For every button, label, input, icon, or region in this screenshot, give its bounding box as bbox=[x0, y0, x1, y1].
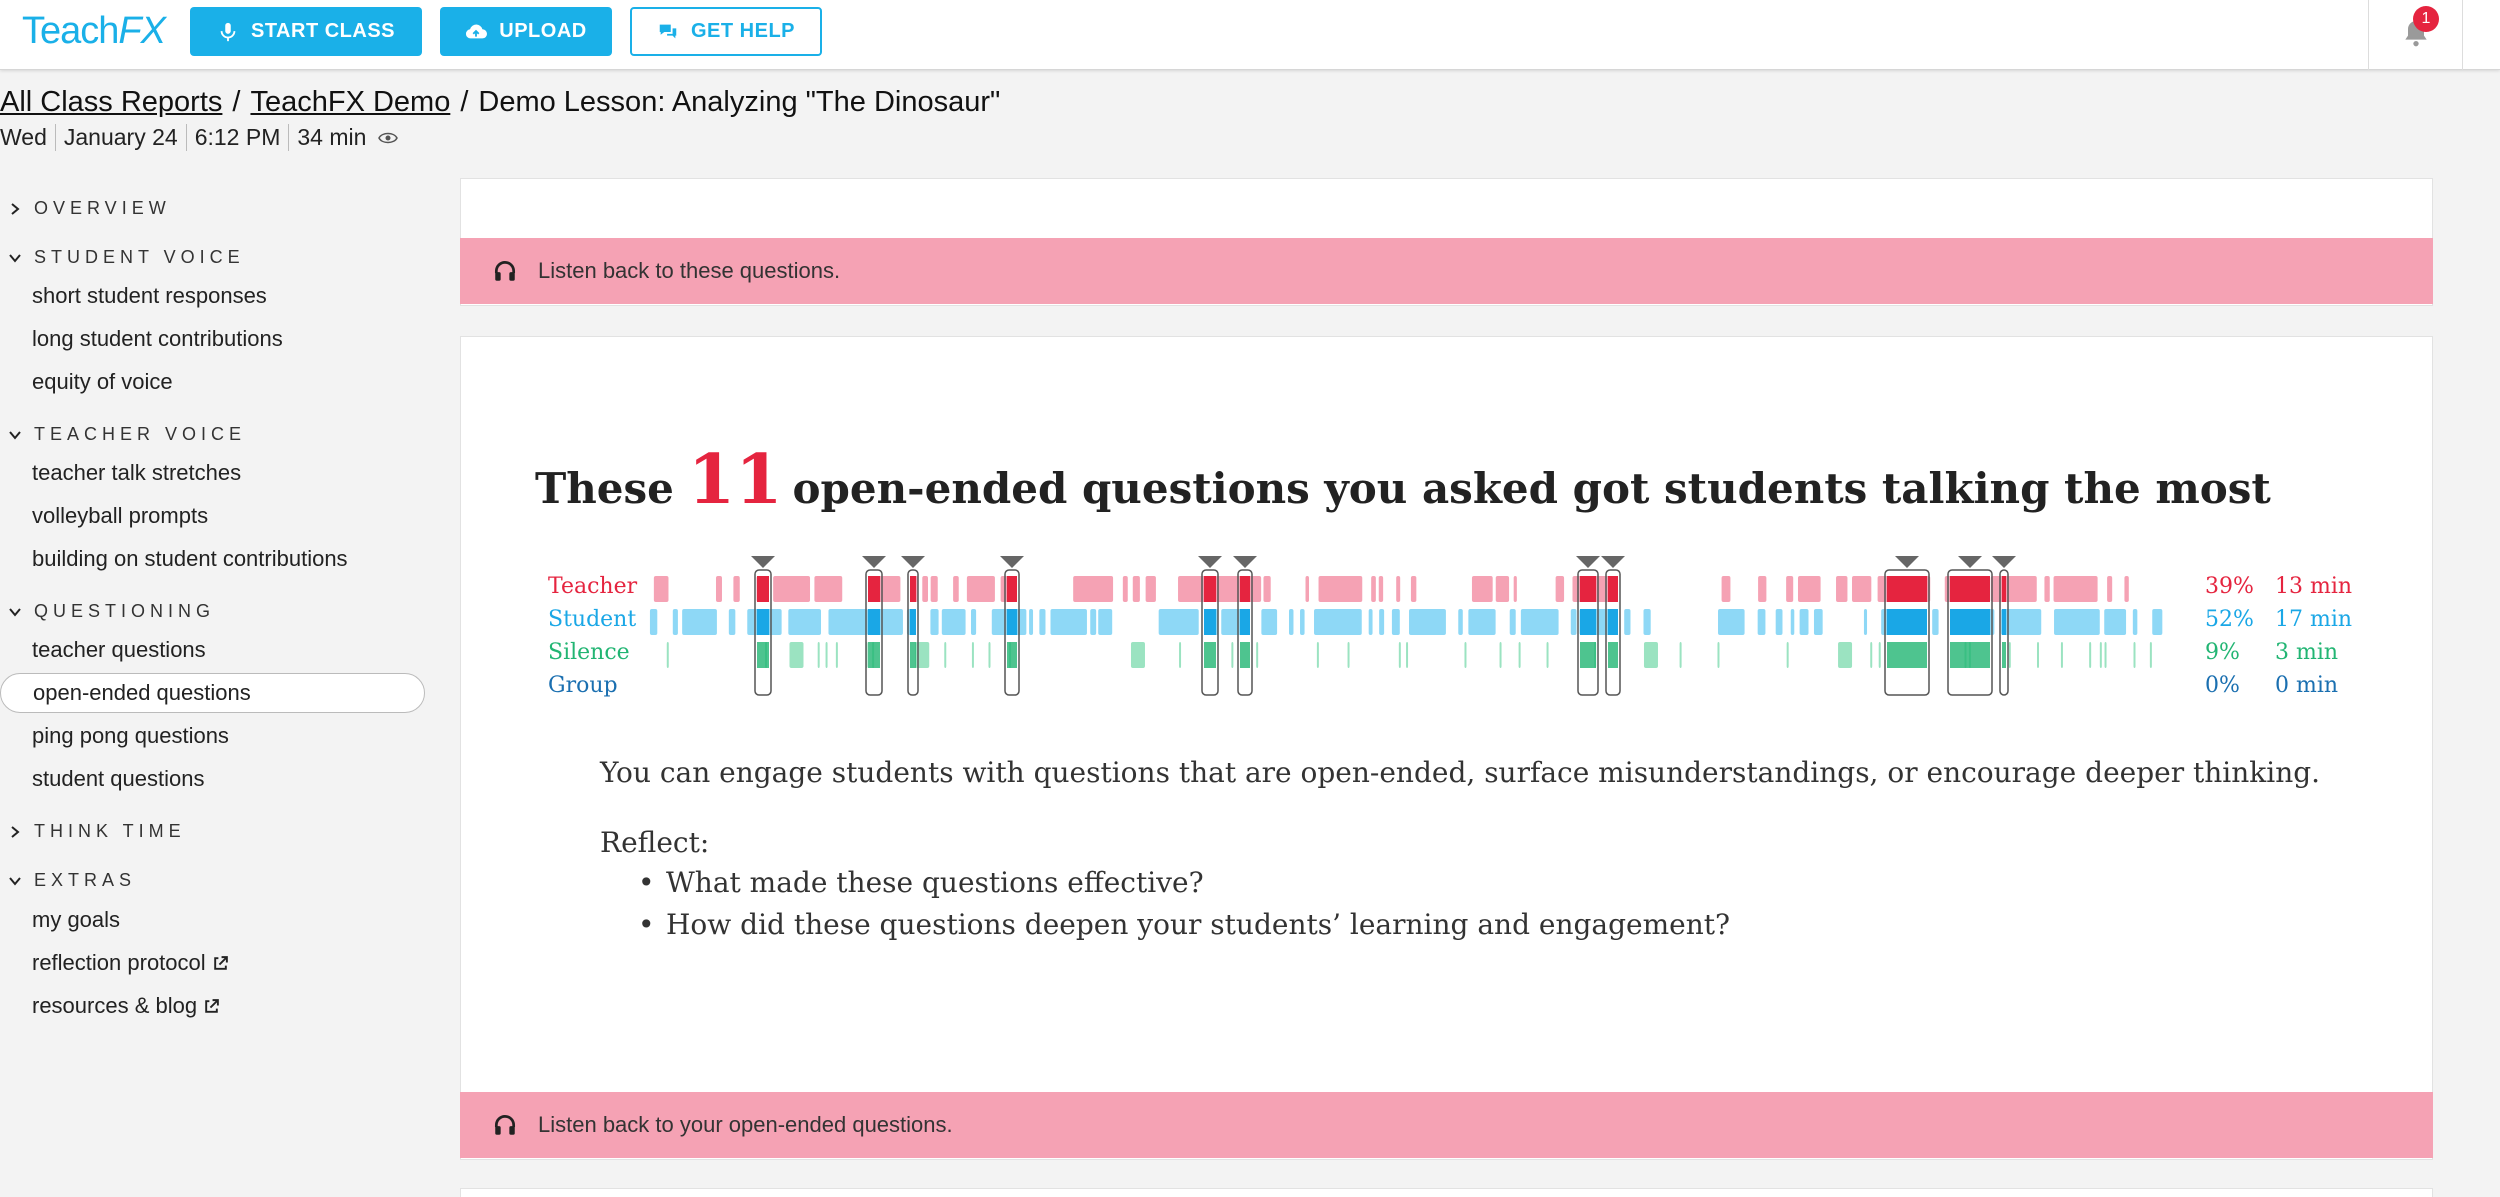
sidebar-item-ping-pong-questions[interactable]: ping pong questions bbox=[32, 723, 229, 748]
timeline-segment bbox=[814, 576, 842, 602]
timeline-segment bbox=[1319, 576, 1363, 602]
student-minutes: 17 min bbox=[2275, 607, 2353, 632]
timeline-segment bbox=[673, 609, 678, 635]
timeline-segment bbox=[1624, 609, 1630, 635]
timeline-segment bbox=[1800, 609, 1809, 635]
timeline-segment bbox=[2009, 642, 2011, 668]
section-teacher-voice[interactable]: TEACHER VOICE bbox=[8, 424, 246, 445]
timeline-segment bbox=[1123, 576, 1128, 602]
chevron-down-icon bbox=[8, 605, 22, 619]
teacher-minutes: 13 min bbox=[2275, 574, 2353, 599]
question-segment bbox=[1608, 576, 1618, 602]
timeline-segment bbox=[2133, 642, 2135, 668]
timeline-label-group: Group bbox=[548, 673, 618, 698]
timeline-segment bbox=[1879, 642, 1881, 668]
timeline-segment bbox=[1468, 609, 1495, 635]
question-segment bbox=[1240, 576, 1250, 602]
timeline-segment bbox=[1051, 609, 1087, 635]
question-segment bbox=[1204, 642, 1216, 668]
silence-percent: 9% bbox=[2205, 640, 2240, 665]
meta-day: Wed bbox=[0, 124, 47, 150]
timeline-segment bbox=[2152, 609, 2162, 635]
timeline-segment bbox=[1029, 609, 1033, 635]
chevron-down-icon bbox=[8, 874, 22, 888]
question-segment bbox=[910, 576, 916, 602]
timeline-segment bbox=[733, 576, 739, 602]
timeline-segment bbox=[788, 609, 821, 635]
timeline-segment bbox=[2061, 642, 2063, 668]
timeline-segment bbox=[1787, 642, 1789, 668]
timeline-segment bbox=[1131, 642, 1145, 668]
timeline-segment bbox=[1159, 609, 1199, 635]
section-extras[interactable]: EXTRAS bbox=[8, 870, 136, 891]
sidebar-item-student-questions[interactable]: student questions bbox=[32, 766, 205, 791]
timeline-segment bbox=[1514, 576, 1517, 602]
sidebar-item-resources-blog[interactable]: resources & blog bbox=[0, 986, 425, 1026]
lesson-meta bbox=[0, 124, 398, 151]
timeline-segment bbox=[1870, 642, 1872, 668]
question-marker-icon[interactable] bbox=[751, 556, 775, 568]
timeline-segment bbox=[1836, 576, 1847, 602]
timeline-segment bbox=[2124, 576, 2128, 602]
timeline-segment bbox=[828, 609, 868, 635]
timeline-segment bbox=[1519, 642, 1521, 668]
question-marker-icon[interactable] bbox=[1601, 556, 1625, 568]
question-segment bbox=[1580, 642, 1596, 668]
timeline-segment bbox=[972, 642, 974, 668]
timeline-segment bbox=[1146, 576, 1156, 602]
section-think-time[interactable]: THINK TIME bbox=[8, 821, 186, 842]
question-segment bbox=[1007, 576, 1017, 602]
timeline-segment bbox=[931, 576, 938, 602]
timeline-bars[interactable] bbox=[640, 550, 2200, 710]
headphones-icon bbox=[492, 258, 518, 284]
question-segment bbox=[1887, 609, 1927, 635]
divider bbox=[2462, 0, 2463, 70]
timeline-segment bbox=[942, 609, 966, 635]
teacher-percent: 39% bbox=[2205, 574, 2254, 599]
timeline-segment bbox=[1458, 609, 1463, 635]
timeline-segment bbox=[1317, 642, 1319, 668]
question-segment bbox=[1950, 642, 1990, 668]
question-segment bbox=[1608, 609, 1618, 635]
timeline-segment bbox=[1556, 576, 1564, 602]
timeline-segment bbox=[1406, 642, 1408, 668]
timeline-segment bbox=[1852, 576, 1871, 602]
timeline-segment bbox=[1179, 642, 1181, 668]
timeline-segment bbox=[922, 576, 928, 602]
timeline-segment bbox=[1722, 576, 1731, 602]
timeline-segment bbox=[2100, 642, 2102, 668]
timeline-segment bbox=[1348, 642, 1350, 668]
question-segment bbox=[2002, 576, 2006, 602]
timeline-label-silence: Silence bbox=[548, 640, 630, 665]
question-marker-icon[interactable] bbox=[1000, 556, 1024, 568]
question-segment bbox=[1204, 609, 1216, 635]
silence-minutes: 3 min bbox=[2275, 640, 2339, 665]
sidebar-item-volleyball-prompts[interactable]: volleyball prompts bbox=[32, 503, 209, 528]
panel-intro-text: You can engage students with questions that are open-ended, surface misunderstandings, or encourage deeper thinking. bbox=[600, 756, 2321, 789]
timeline-segment bbox=[1379, 576, 1383, 602]
timeline-segment bbox=[1758, 609, 1766, 635]
timeline-segment bbox=[716, 576, 722, 602]
timeline-segment bbox=[2037, 642, 2039, 668]
timeline-segment bbox=[2133, 609, 2137, 635]
timeline-segment bbox=[1073, 576, 1113, 602]
listen-back-questions-bar[interactable] bbox=[460, 238, 2433, 304]
section-overview[interactable]: OVERVIEW bbox=[8, 198, 171, 219]
question-segment bbox=[1580, 609, 1596, 635]
question-marker-icon[interactable] bbox=[1992, 556, 2016, 568]
timeline-segment bbox=[1409, 609, 1446, 635]
timeline-segment bbox=[826, 642, 828, 668]
question-marker-icon[interactable] bbox=[1576, 556, 1600, 568]
timeline-segment bbox=[1306, 576, 1309, 602]
question-segment bbox=[910, 609, 916, 635]
question-segment bbox=[1887, 576, 1927, 602]
listen-back-open-ended-bar[interactable] bbox=[460, 1092, 2433, 1158]
timeline-label-student: Student bbox=[548, 607, 637, 632]
timeline-segment bbox=[1991, 576, 2037, 602]
timeline-segment bbox=[1680, 642, 1682, 668]
breadcrumb: All Class Reports / TeachFX Demo / Demo Lesson: Analyzing "The Dinosaur" bbox=[0, 86, 1001, 118]
talk-timeline bbox=[540, 550, 2353, 710]
group-minutes: 0 min bbox=[2275, 673, 2339, 698]
start-class-label: START CLASS bbox=[250, 20, 395, 42]
chat-bubbles-icon bbox=[657, 21, 679, 43]
breadcrumb-all-reports[interactable]: All Class Reports bbox=[0, 86, 223, 118]
timeline-segment bbox=[971, 609, 976, 635]
timeline-segment bbox=[1717, 642, 1719, 668]
timeline-segment bbox=[967, 576, 995, 602]
cloud-upload-icon bbox=[465, 21, 487, 43]
sidebar-item-teacher-talk-stretches[interactable]: teacher talk stretches bbox=[32, 460, 242, 485]
timeline-segment bbox=[682, 609, 717, 635]
group-percent: 0% bbox=[2205, 673, 2240, 698]
question-segment bbox=[2002, 642, 2006, 668]
timeline-segment bbox=[1379, 609, 1384, 635]
question-segment bbox=[1007, 609, 1017, 635]
timeline-segment bbox=[1510, 609, 1516, 635]
question-segment bbox=[2002, 609, 2006, 635]
timeline-label-teacher: Teacher bbox=[548, 574, 638, 599]
timeline-segment bbox=[729, 609, 736, 635]
timeline-segment bbox=[1791, 609, 1795, 635]
panel-headline: These 11 open-ended questions you asked got students talking the most bbox=[535, 440, 2271, 520]
list-item: • How did these questions deepen your students’ learning and engagement? bbox=[638, 908, 1730, 950]
timeline-segment bbox=[654, 576, 669, 602]
timeline-segment bbox=[2089, 642, 2091, 668]
timeline-segment bbox=[789, 642, 803, 668]
upload-button[interactable] bbox=[440, 7, 612, 56]
listen-back-label: Listen back to your open-ended questions. bbox=[538, 1112, 953, 1137]
timeline-segment bbox=[1932, 609, 1938, 635]
timeline-segment bbox=[1369, 609, 1373, 635]
question-marker-icon[interactable] bbox=[1198, 556, 1222, 568]
timeline-segment bbox=[1289, 609, 1293, 635]
timeline-segment bbox=[1300, 609, 1305, 635]
timeline-segment bbox=[1547, 642, 1549, 668]
section-questioning[interactable]: QUESTIONING bbox=[8, 601, 215, 622]
timeline-segment bbox=[2107, 576, 2112, 602]
question-segment bbox=[868, 576, 880, 602]
chevron-down-icon bbox=[8, 428, 22, 442]
timeline-segment bbox=[953, 576, 959, 602]
timeline-segment bbox=[1256, 642, 1258, 668]
question-marker-icon[interactable] bbox=[1895, 556, 1919, 568]
headphones-icon bbox=[492, 1112, 518, 1138]
question-segment bbox=[1007, 642, 1017, 668]
question-marker-icon[interactable] bbox=[901, 556, 925, 568]
chevron-right-icon bbox=[8, 825, 22, 839]
sidebar-item-teacher-questions[interactable]: teacher questions bbox=[32, 637, 206, 662]
timeline-segment bbox=[667, 642, 669, 668]
chevron-right-icon bbox=[8, 202, 22, 216]
meta-duration: 34 min bbox=[288, 124, 374, 151]
sidebar-item-short-student-responses[interactable]: short student responses bbox=[32, 283, 267, 308]
get-help-button[interactable] bbox=[630, 7, 822, 56]
notification-badge: 1 bbox=[2413, 6, 2439, 32]
question-segment bbox=[1580, 576, 1596, 602]
sidebar-item-reflection-protocol[interactable]: reflection protocol bbox=[0, 943, 425, 983]
external-link-icon bbox=[203, 998, 220, 1015]
get-help-label: GET HELP bbox=[690, 20, 795, 42]
timeline-segment bbox=[2105, 642, 2107, 668]
question-segment bbox=[1608, 642, 1618, 668]
question-segment bbox=[757, 609, 769, 635]
question-segment bbox=[868, 642, 880, 668]
sidebar-item-my-goals[interactable]: my goals bbox=[32, 907, 121, 932]
meta-time: 6:12 PM bbox=[186, 124, 289, 151]
timeline-segment bbox=[1396, 576, 1400, 602]
list-item: • What made these questions effective? bbox=[638, 866, 1730, 908]
timeline-segment bbox=[1798, 576, 1821, 602]
timeline-segment bbox=[1090, 609, 1096, 635]
timeline-segment bbox=[1411, 576, 1416, 602]
timeline-segment bbox=[1464, 642, 1466, 668]
question-segment bbox=[910, 642, 916, 668]
start-class-button[interactable] bbox=[190, 7, 422, 56]
listen-back-label: Listen back to these questions. bbox=[538, 258, 841, 283]
section-student-voice[interactable]: STUDENT VOICE bbox=[8, 247, 245, 268]
timeline-segment bbox=[1500, 642, 1502, 668]
timeline-segment bbox=[773, 576, 810, 602]
timeline-segment bbox=[2104, 609, 2126, 635]
timeline-segment bbox=[2044, 576, 2049, 602]
timeline-segment bbox=[1472, 576, 1493, 602]
question-segment bbox=[757, 576, 769, 602]
timeline-segment bbox=[1758, 576, 1766, 602]
timeline-segment bbox=[818, 642, 820, 668]
question-segment bbox=[1887, 642, 1927, 668]
reflect-list bbox=[638, 866, 1730, 950]
timeline-segment bbox=[1392, 609, 1400, 635]
question-segment bbox=[1950, 609, 1990, 635]
next-panel bbox=[460, 1188, 2433, 1197]
breadcrumb-class[interactable]: TeachFX Demo bbox=[250, 86, 451, 118]
timeline-segment bbox=[1371, 576, 1376, 602]
upload-label: UPLOAD bbox=[499, 20, 587, 42]
timeline-segment bbox=[1399, 642, 1401, 668]
timeline-segment bbox=[1571, 609, 1577, 635]
microphone-icon bbox=[217, 21, 239, 43]
timeline-segment bbox=[836, 642, 838, 668]
timeline-segment bbox=[1098, 609, 1112, 635]
timeline-segment bbox=[1776, 609, 1783, 635]
question-segment bbox=[1240, 642, 1250, 668]
timeline-segment bbox=[1039, 609, 1045, 635]
timeline-segment bbox=[2054, 609, 2100, 635]
divider bbox=[2368, 0, 2369, 70]
sidebar-item-long-student-contributions[interactable]: long student contributions bbox=[32, 326, 283, 351]
timeline-segment bbox=[1718, 609, 1745, 635]
student-percent: 52% bbox=[2205, 607, 2254, 632]
timeline-segment bbox=[930, 609, 938, 635]
teachfx-logo[interactable]: TeachFX bbox=[22, 10, 165, 52]
timeline-segment bbox=[1864, 609, 1867, 635]
question-marker-icon[interactable] bbox=[862, 556, 886, 568]
meta-date: January 24 bbox=[55, 124, 186, 151]
external-link-icon bbox=[212, 955, 229, 972]
question-segment bbox=[757, 642, 769, 668]
question-segment bbox=[1950, 576, 1990, 602]
timeline-segment bbox=[2150, 642, 2152, 668]
reflect-heading: Reflect: bbox=[600, 826, 710, 859]
timeline-segment bbox=[1838, 642, 1852, 668]
sidebar-item-building-on-student-contributions[interactable]: building on student contributions bbox=[32, 546, 348, 571]
question-marker-icon[interactable] bbox=[1958, 556, 1982, 568]
timeline-segment bbox=[2001, 609, 2041, 635]
question-marker-icon[interactable] bbox=[1233, 556, 1257, 568]
timeline-segment bbox=[988, 642, 990, 668]
breadcrumb-current: Demo Lesson: Analyzing "The Dinosaur" bbox=[478, 86, 1001, 118]
question-segment bbox=[1240, 609, 1250, 635]
top-bar bbox=[0, 0, 2500, 70]
timeline-segment bbox=[1644, 642, 1658, 668]
timeline-segment bbox=[1263, 576, 1270, 602]
sidebar-item-open-ended-questions[interactable]: open-ended questions bbox=[0, 673, 425, 713]
timeline-segment bbox=[1231, 642, 1233, 668]
timeline-segment bbox=[1521, 609, 1559, 635]
timeline-segment bbox=[1496, 576, 1509, 602]
timeline-segment bbox=[2054, 576, 2098, 602]
chevron-down-icon bbox=[8, 251, 22, 265]
question-segment bbox=[868, 609, 880, 635]
timeline-segment bbox=[1644, 609, 1651, 635]
eye-icon[interactable] bbox=[378, 131, 398, 145]
timeline-segment bbox=[1786, 576, 1793, 602]
timeline-segment bbox=[1261, 609, 1277, 635]
timeline-segment bbox=[1314, 609, 1362, 635]
question-count: 11 bbox=[687, 440, 783, 520]
timeline-segment bbox=[944, 642, 946, 668]
question-segment bbox=[1204, 576, 1216, 602]
timeline-segment bbox=[1814, 609, 1823, 635]
timeline-segment bbox=[650, 609, 657, 635]
timeline-segment bbox=[1133, 576, 1140, 602]
sidebar-item-equity-of-voice[interactable]: equity of voice bbox=[32, 369, 173, 394]
